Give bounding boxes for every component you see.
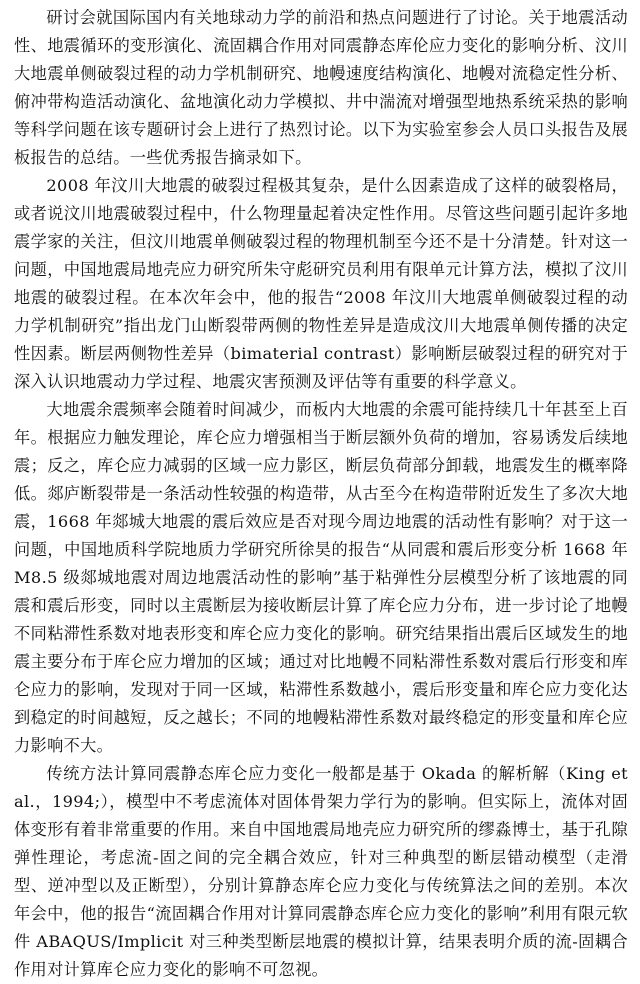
paragraph-symposium-overview: 研讨会就国际国内有关地球动力学的前沿和热点问题进行了讨论。关于地震活动性、地震循环的变形演化、流固耦合作用对同震静态库伦应力变化的影响分析、汶川大地震单侧破裂过程的动力学机制研究、地幔速度结构演化、地幔对流稳定性分析、俯冲带构造活动演化、盆地演化动力学模拟、井中湍流对增强型地热系统采热的影响等科学问题在该专题研讨会上进行了热烈讨论。以下为实验室参会人员口头报告及展板报告的总结。一些优秀报告摘录如下。 [14,8,628,167]
paragraph-wenchuan-rupture: 2008 年汶川大地震的破裂过程极其复杂，是什么因素造成了这样的破裂格局，或者说汶川地震破裂过程中，什么物理量起着决定性作用。尽管这些问题引起许多地震学家的关注，但汶川地震单侧破裂过程的物理机制至今还不是十分清楚。针对这一问题，中国地震局地壳应力研究所朱守彪研究员利用有限单元计算方法，模拟了汶川地震的破裂过程。在本次年会中，他的报告“2008 年汶川大地震单侧破裂过程的动力学机制研究”指出龙门山断裂带两侧的物性差异是造成汶川大地震单侧传播的决定性因素。断层两侧物性差异（bimaterial contrast）影响断层破裂过程的研究对于深入认识地震动力学过程、地震灾害预测及评估等有重要的科学意义。 [14,176,628,391]
paragraph-fluid-solid-coupling: 传统方法计算同震静态库仑应力变化一般都是基于 Okada 的解析解（King et al.，1994;），模型中不考虑流体对固体骨架力学行为的影响。但实际上，流体对固体变形有着非常重要的作用。来自中国地震局地壳应力研究所的缪淼博士，基于孔隙弹性理论，考虑流-固之间的完全耦合效应，针对三种典型的断层错动模型（走滑型、逆冲型以及正断型），分别计算静态库仑应力变化与传统算法之间的差别。本次年会中，他的报告“流固耦合作用对计算同震静态库仑应力变化的影响”利用有限元软件 ABAQUS/Implicit 对三种类型断层地震的模拟计算，结果表明介质的流-固耦合作用对计算库仑应力变化的影响不可忽视。 [14,764,628,979]
paragraph-tancheng-earthquake: 大地震余震频率会随着时间减少，而板内大地震的余震可能持续几十年甚至上百年。根据应力触发理论，库仑应力增强相当于断层额外负荷的增加，容易诱发后续地震；反之，库仑应力减弱的区域一应力影区，断层负荷部分卸载，地震发生的概率降低。郯庐断裂带是一条活动性较强的构造带，从古至今在构造带附近发生了多次大地震，1668 年郯城大地震的震后效应是否对现今周边地震的活动性有影响？对于这一问题，中国地质科学院地质力学研究所徐昊的报告“从同震和震后形变分析 1668 年 M8.5 级郯城地震对周边地震活动性的影响”基于粘弹性分层模型分析了该地震的同震和震后形变，同时以主震断层为接收断层计算了库仑应力分布，进一步讨论了地幔不同粘滞性系数对地表形变和库仑应力变化的影响。研究结果指出震后区域发生的地震主要分布于库仑应力增加的区域；通过对比地幔不同粘滞性系数对震后行形变和库仑应力的影响，发现对于同一区域，粘滞性系数越小，震后形变量和库仑应力变化达到稳定的时间越短，反之越长；不同的地幔粘滞性系数对最终稳定的形变量和库仑应力影响不大。 [14,400,628,755]
